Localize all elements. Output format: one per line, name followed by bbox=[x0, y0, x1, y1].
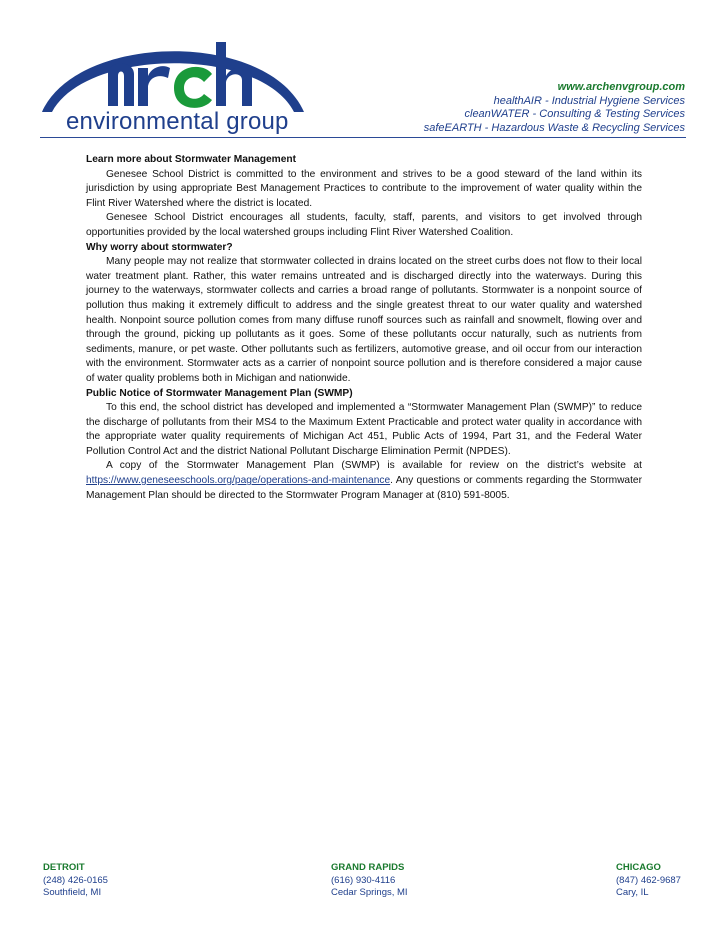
office-city: CHICAGO bbox=[616, 862, 661, 873]
office-location: Southfield, MI bbox=[43, 887, 102, 898]
paragraph-encourage: Genesee School District encourages all students, faculty, staff, parents, and visitors to get involved through opportunities provided by the local watershed groups including Flint River Watershed Coalition. bbox=[86, 212, 642, 238]
document-body bbox=[86, 153, 642, 503]
paragraph-swmp-plan: To this end, the school district has developed and implemented a “Stormwater Management Plan (SWMP)” to reduce the discharge of pollutants from their MS4 to the Maximum Extent Practicable and protect water quality in accordance with the appropriate water quality requirements of Michigan Act 451, Public Acts of 1994, Part 31, and the Federal Water Pollution Control Act and the district National Pollutant Discharge Elimination Permit (NPDES). bbox=[86, 402, 642, 457]
paragraph-stormwater-explanation: Many people may not realize that stormwater collected in drains located on the street curbs does not flow to their local water treatment plant. Rather, this water remains untreated and is discharged directly into the waterways. During this journey to the waterways, stormwater collects and carries a broad range of pollutants. Stormwater is a nonpoint source of pollution thus making it extremely difficult to address and the single greatest threat to our water quality and watershed health. Nonpoint source pollution comes from many diffuse runoff sources such as rainfall and snowmelt, flowing over and through the ground, picking up pollutants as it goes. Some of these pollutants occur naturally, such as nutrients from sediments, manure, or pet waste. Other pollutants such as fertilizers, automotive grease, and oil occur from our interaction with the environment. Stormwater acts as a carrier of nonpoint source pollution and is therefore considered a major cause of water quality problems both in Michigan and nationwide. bbox=[86, 256, 642, 384]
service-healthair: healthAIR - Industrial Hygiene Services bbox=[493, 94, 685, 107]
heading-learn-more: Learn more about Stormwater Management bbox=[86, 154, 297, 165]
heading-why-worry: Why worry about stormwater? bbox=[86, 241, 233, 253]
footer-office-grand-rapids bbox=[331, 862, 408, 900]
office-city: DETROIT bbox=[43, 862, 85, 873]
office-location: Cary, IL bbox=[616, 887, 649, 898]
company-logo bbox=[38, 36, 308, 136]
header-divider bbox=[40, 137, 686, 138]
heading-public-notice: Public Notice of Stormwater Management Plan (SWMP) bbox=[86, 387, 353, 399]
office-location: Cedar Springs, MI bbox=[331, 887, 408, 898]
district-website-link[interactable]: https://www.geneseeschools.org/page/operations-and-maintenance bbox=[86, 475, 391, 487]
footer-office-detroit bbox=[43, 862, 108, 900]
office-city: GRAND RAPIDS bbox=[331, 862, 405, 873]
paragraph-commitment: Genesee School District is committed to the environment and strives to be a good steward of the land within its jurisdiction by using appropriate Best Management Practices to contribute to the improvement of water quality within the Flint River Watershed where the district is located. bbox=[86, 168, 642, 209]
paragraph-swmp-availability bbox=[86, 459, 642, 503]
office-phone: (616) 930-4116 bbox=[331, 874, 396, 886]
service-safeearth: safeEARTH - Hazardous Waste & Recycling Services bbox=[423, 121, 685, 134]
office-phone: (248) 426-0165 bbox=[43, 874, 108, 886]
availability-text-start: A copy of the Stormwater Management Plan (SWMP) is available for review on the district’s website at bbox=[106, 460, 642, 472]
availability-text-end: . Any questions or comments regarding the Stormwater Management Plan should be directed to the Stormwater Program Manager at (810) 591-8005. bbox=[86, 475, 642, 501]
footer-office-chicago bbox=[616, 862, 681, 900]
office-phone: (847) 462-9687 bbox=[616, 874, 681, 886]
logo-wordmark: environmental group bbox=[66, 108, 289, 135]
website-link[interactable]: www.archenvgroup.com bbox=[557, 81, 685, 93]
service-cleanwater: cleanWATER - Consulting & Testing Services bbox=[464, 108, 685, 120]
header-contact-block bbox=[424, 81, 685, 135]
